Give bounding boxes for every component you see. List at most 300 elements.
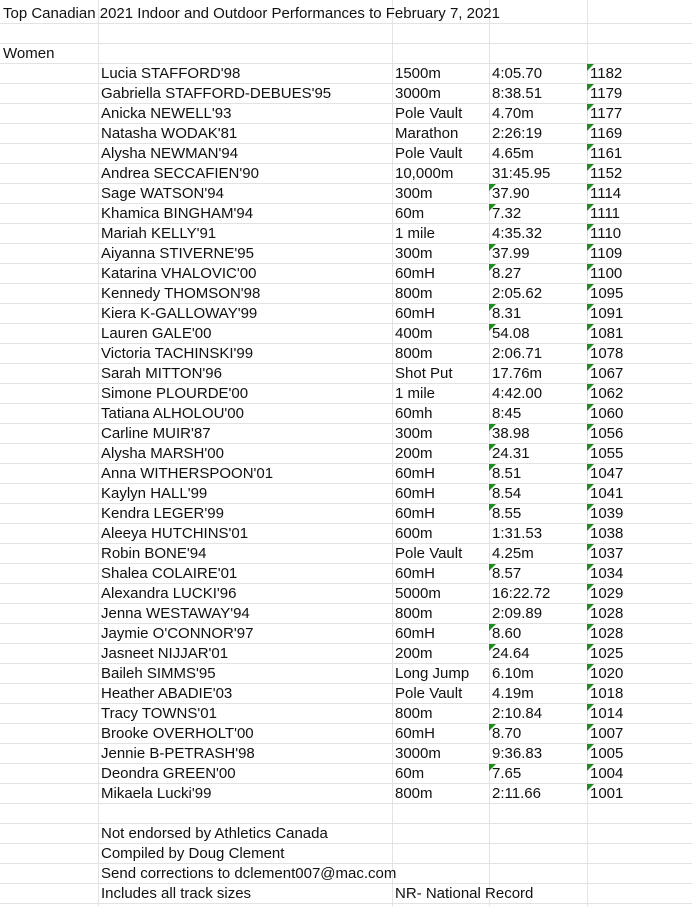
athlete-event-text: 800m — [395, 285, 433, 302]
athlete-event[interactable] — [392, 764, 424, 784]
athlete-name[interactable] — [98, 384, 248, 404]
cell-flag-icon — [587, 424, 594, 431]
athlete-mark[interactable] — [489, 564, 521, 584]
athlete-points[interactable] — [587, 664, 623, 684]
table-row — [0, 644, 692, 664]
table-row — [0, 704, 692, 724]
athlete-name[interactable] — [98, 144, 238, 164]
athlete-points[interactable] — [587, 624, 623, 644]
athlete-event[interactable] — [392, 344, 433, 364]
athlete-mark[interactable] — [489, 184, 530, 204]
athlete-points-text: 1182 — [590, 65, 623, 82]
athlete-mark-text: 16:22.72 — [492, 585, 551, 602]
athlete-points[interactable] — [587, 404, 623, 424]
athlete-name[interactable] — [98, 84, 331, 104]
athlete-mark-text: 8.55 — [492, 505, 522, 522]
athlete-mark[interactable] — [489, 664, 534, 684]
athlete-name-text: Anicka NEWELL'93 — [101, 105, 232, 122]
athlete-mark[interactable] — [489, 464, 521, 484]
athlete-points[interactable] — [587, 204, 620, 224]
table-row — [0, 264, 692, 284]
athlete-name[interactable] — [98, 624, 253, 644]
athlete-name[interactable] — [98, 664, 216, 684]
athlete-event-text: 3000m — [395, 85, 441, 102]
athlete-points[interactable] — [587, 424, 623, 444]
athlete-name-text: Lucia STAFFORD'98 — [101, 65, 241, 82]
athlete-points-text: 1060 — [590, 405, 624, 422]
athlete-name-text: Natasha WODAK'81 — [101, 125, 238, 142]
athlete-mark-text: 24.31 — [492, 445, 530, 462]
athlete-name[interactable] — [98, 284, 260, 304]
athlete-event[interactable] — [392, 304, 435, 324]
athlete-event-text: 3000m — [395, 745, 441, 762]
athlete-name-text: Khamica BINGHAM'94 — [101, 205, 254, 222]
athlete-event[interactable] — [392, 84, 441, 104]
athlete-mark[interactable] — [489, 324, 530, 344]
athlete-points[interactable] — [587, 344, 623, 364]
athlete-points-text: 1041 — [590, 485, 624, 502]
cell-flag-icon — [489, 724, 496, 731]
athlete-points[interactable] — [587, 784, 623, 804]
athlete-mark-text: 4:42.00 — [492, 385, 543, 402]
athlete-event[interactable] — [392, 384, 435, 404]
cell-flag-icon — [489, 204, 496, 211]
footer-row — [0, 844, 692, 864]
athlete-event[interactable] — [392, 724, 435, 744]
athlete-name-text: Baileh SIMMS'95 — [101, 665, 216, 682]
athlete-name-text: Victoria TACHINSKI'99 — [101, 345, 254, 362]
athlete-name-text: Sarah MITTON'96 — [101, 365, 222, 382]
athlete-points[interactable] — [587, 444, 623, 464]
athlete-name[interactable] — [98, 584, 236, 604]
athlete-event[interactable] — [392, 684, 462, 704]
athlete-event[interactable] — [392, 104, 462, 124]
athlete-mark[interactable] — [489, 724, 521, 744]
athlete-name[interactable] — [98, 544, 206, 564]
athlete-name[interactable] — [98, 364, 222, 384]
athlete-event[interactable] — [392, 484, 435, 504]
athlete-points[interactable] — [587, 704, 623, 724]
athlete-event[interactable] — [392, 644, 433, 664]
athlete-points-text: 1169 — [590, 125, 623, 142]
athlete-points[interactable] — [587, 384, 623, 404]
section-label[interactable]: Women — [3, 45, 55, 62]
athlete-event[interactable] — [392, 184, 433, 204]
athlete-event[interactable] — [392, 244, 433, 264]
athlete-mark-text: 2:10.84 — [492, 705, 543, 722]
athlete-name-text: Alysha MARSH'00 — [101, 445, 224, 462]
athlete-mark-text: 4.65m — [492, 145, 534, 162]
athlete-event[interactable] — [392, 204, 424, 224]
table-row — [0, 124, 692, 144]
athlete-mark[interactable] — [489, 284, 542, 304]
athlete-event[interactable] — [392, 584, 441, 604]
footer-note[interactable]: Not endorsed by Athletics Canada — [101, 825, 328, 842]
athlete-points[interactable] — [587, 524, 623, 544]
athlete-points[interactable] — [587, 684, 623, 704]
cell-flag-icon — [587, 764, 594, 771]
athlete-event[interactable] — [392, 704, 433, 724]
athlete-mark-text: 8.27 — [492, 265, 522, 282]
athlete-mark[interactable] — [489, 204, 521, 224]
athlete-name[interactable] — [98, 444, 224, 464]
athlete-event[interactable] — [392, 524, 433, 544]
athlete-name-text: Deondra GREEN'00 — [101, 765, 236, 782]
athlete-mark[interactable] — [489, 744, 542, 764]
athlete-name[interactable] — [98, 464, 273, 484]
athlete-event[interactable] — [392, 504, 435, 524]
athlete-name-text: Kennedy THOMSON'98 — [101, 285, 261, 302]
table-row — [0, 364, 692, 384]
athlete-event[interactable] — [392, 124, 458, 144]
athlete-mark[interactable] — [489, 344, 542, 364]
athlete-name-text: Anna WITHERSPOON'01 — [101, 465, 274, 482]
athlete-event-text: 60mH — [395, 265, 436, 282]
athlete-event[interactable] — [392, 324, 433, 344]
athlete-name-text: Alexandra LUCKI'96 — [101, 585, 237, 602]
athlete-event[interactable] — [392, 624, 435, 644]
table-row — [0, 744, 692, 764]
athlete-event-text: 800m — [395, 705, 433, 722]
athlete-event[interactable] — [392, 564, 435, 584]
athlete-points[interactable] — [587, 64, 622, 84]
athlete-mark-text: 54.08 — [492, 325, 530, 342]
athlete-name[interactable] — [98, 104, 231, 124]
athlete-mark[interactable] — [489, 684, 534, 704]
athlete-mark[interactable] — [489, 404, 521, 424]
athlete-mark[interactable] — [489, 64, 542, 84]
athlete-points[interactable] — [587, 564, 623, 584]
athlete-points[interactable] — [587, 144, 622, 164]
athlete-name-text: Brooke OVERHOLT'00 — [101, 725, 254, 742]
athlete-mark[interactable] — [489, 144, 534, 164]
cell-flag-icon — [489, 564, 496, 571]
athlete-points[interactable] — [587, 264, 622, 284]
cell-flag-icon — [587, 624, 594, 631]
athlete-mark[interactable] — [489, 544, 534, 564]
athlete-name[interactable] — [98, 564, 237, 584]
athlete-mark[interactable] — [489, 784, 541, 804]
athlete-name[interactable] — [98, 764, 236, 784]
cell-flag-icon — [489, 264, 496, 271]
athlete-mark[interactable] — [489, 644, 530, 664]
athlete-mark[interactable] — [489, 584, 550, 604]
athlete-mark-text: 37.90 — [492, 185, 530, 202]
table-row — [0, 324, 692, 344]
athlete-name[interactable] — [98, 704, 217, 724]
athlete-mark-text: 17.76m — [492, 365, 543, 382]
cell-flag-icon — [587, 664, 594, 671]
athlete-points[interactable] — [587, 744, 623, 764]
athlete-event-text: 300m — [395, 425, 433, 442]
athlete-mark-text: 7.65 — [492, 765, 522, 782]
athlete-points-text: 1037 — [590, 545, 624, 562]
athlete-points[interactable] — [587, 164, 622, 184]
athlete-event[interactable] — [392, 444, 433, 464]
athlete-name[interactable] — [98, 604, 250, 624]
athlete-points-text: 1020 — [590, 665, 624, 682]
athlete-name[interactable] — [98, 324, 211, 344]
athlete-points[interactable] — [587, 604, 623, 624]
athlete-event-text: 5000m — [395, 585, 441, 602]
athlete-name[interactable] — [98, 224, 216, 244]
athlete-points-text: 1018 — [590, 685, 624, 702]
athlete-mark[interactable] — [489, 364, 542, 384]
athlete-mark-text: 9:36.83 — [492, 745, 543, 762]
athlete-name[interactable] — [98, 304, 257, 324]
athlete-event-text: 60mH — [395, 305, 436, 322]
athlete-mark-text: 4.19m — [492, 685, 534, 702]
athlete-mark[interactable] — [489, 704, 542, 724]
athlete-mark-text: 8.70 — [492, 725, 522, 742]
athlete-points[interactable] — [587, 584, 623, 604]
cell-flag-icon — [587, 164, 594, 171]
footer-note[interactable]: Compiled by Doug Clement — [101, 845, 285, 862]
athlete-name-text: Heather ABADIE'03 — [101, 685, 233, 702]
athlete-name-text: Mariah KELLY'91 — [101, 225, 217, 242]
cell-flag-icon — [489, 624, 496, 631]
footer-note[interactable]: Send corrections to dclement007@mac.com — [101, 865, 397, 882]
athlete-points[interactable] — [587, 84, 622, 104]
athlete-event-text: 60mH — [395, 505, 436, 522]
cell-flag-icon — [587, 244, 594, 251]
athlete-event-text: 60mH — [395, 485, 436, 502]
athlete-event[interactable] — [392, 284, 433, 304]
athlete-name-text: Kendra LEGER'99 — [101, 505, 224, 522]
athlete-name[interactable] — [98, 724, 254, 744]
cell-flag-icon — [587, 124, 594, 131]
athlete-mark-text: 38.98 — [492, 425, 530, 442]
athlete-event-text: 300m — [395, 245, 433, 262]
table-row — [0, 664, 692, 684]
table-row — [0, 104, 692, 124]
athlete-event-text: 60mH — [395, 465, 436, 482]
athlete-mark[interactable] — [489, 244, 530, 264]
athlete-event[interactable] — [392, 464, 435, 484]
athlete-mark[interactable] — [489, 524, 542, 544]
athlete-points[interactable] — [587, 544, 623, 564]
athlete-mark[interactable] — [489, 164, 550, 184]
athlete-event[interactable] — [392, 364, 453, 384]
athlete-name-text: Simone PLOURDE'00 — [101, 385, 249, 402]
athlete-name-text: Carline MUIR'87 — [101, 425, 211, 442]
athlete-event[interactable] — [392, 664, 469, 684]
cell-flag-icon — [489, 444, 496, 451]
athlete-points[interactable] — [587, 484, 623, 504]
page-title[interactable]: Top Canadian 2021 Indoor and Outdoor Performances to February 7, 2021 — [3, 5, 500, 22]
cell-flag-icon — [489, 464, 496, 471]
athlete-points[interactable] — [587, 364, 623, 384]
athlete-points-text: 1001 — [590, 785, 624, 802]
athlete-event-text: 800m — [395, 785, 433, 802]
table-row — [0, 444, 692, 464]
athlete-mark[interactable] — [489, 444, 530, 464]
athlete-points[interactable] — [587, 504, 623, 524]
athlete-name-text: Jasneet NIJJAR'01 — [101, 645, 229, 662]
cell-flag-icon — [587, 464, 594, 471]
athlete-name[interactable] — [98, 244, 254, 264]
athlete-event[interactable] — [392, 604, 433, 624]
athlete-mark[interactable] — [489, 504, 521, 524]
athlete-name[interactable] — [98, 504, 224, 524]
athlete-points-text: 1055 — [590, 445, 624, 462]
athlete-mark-text: 2:26:19 — [492, 125, 543, 142]
table-row — [0, 524, 692, 544]
athlete-mark-text: 4.70m — [492, 105, 534, 122]
athlete-points[interactable] — [587, 644, 623, 664]
athlete-points[interactable] — [587, 184, 621, 204]
cell-flag-icon — [587, 144, 594, 151]
athlete-name[interactable] — [98, 64, 240, 84]
athlete-mark-text: 6.10m — [492, 665, 534, 682]
athlete-name[interactable] — [98, 204, 253, 224]
athlete-mark-text: 8.31 — [492, 305, 522, 322]
athlete-event-text: 800m — [395, 345, 433, 362]
cell-flag-icon — [489, 184, 496, 191]
athlete-name[interactable] — [98, 484, 207, 504]
table-row — [0, 584, 692, 604]
athlete-points[interactable] — [587, 224, 621, 244]
table-row — [0, 564, 692, 584]
athlete-event[interactable] — [392, 404, 433, 424]
athlete-mark[interactable] — [489, 604, 542, 624]
cell-flag-icon — [587, 404, 594, 411]
athlete-name-text: Kaylyn HALL'99 — [101, 485, 208, 502]
athlete-event-text: 400m — [395, 325, 433, 342]
athlete-name[interactable] — [98, 164, 259, 184]
cell-flag-icon — [489, 484, 496, 491]
athlete-name[interactable] — [98, 124, 237, 144]
footer-row — [0, 884, 692, 904]
athlete-points[interactable] — [587, 324, 623, 344]
athlete-points[interactable] — [587, 464, 623, 484]
athlete-name-text: Tracy TOWNS'01 — [101, 705, 217, 722]
athlete-points-text: 1014 — [590, 705, 624, 722]
athlete-event[interactable] — [392, 264, 435, 284]
athlete-mark-text: 4.25m — [492, 545, 534, 562]
athlete-name-text: Tatiana ALHOLOU'00 — [101, 405, 244, 422]
athlete-points[interactable] — [587, 304, 623, 324]
footer-note-extra[interactable]: NR- National Record — [395, 885, 534, 902]
athlete-points[interactable] — [587, 724, 623, 744]
table-row — [0, 284, 692, 304]
athlete-event[interactable] — [392, 784, 433, 804]
athlete-event[interactable] — [392, 424, 433, 444]
athlete-mark[interactable] — [489, 384, 542, 404]
athlete-event-text: Pole Vault — [395, 105, 463, 122]
athlete-points-text: 1179 — [590, 85, 623, 102]
athlete-name-text: Katarina VHALOVIC'00 — [101, 265, 257, 282]
athlete-mark[interactable] — [489, 264, 521, 284]
athlete-mark-text: 2:05.62 — [492, 285, 543, 302]
athlete-points-text: 1152 — [590, 165, 623, 182]
athlete-points-text: 1034 — [590, 565, 624, 582]
athlete-points-text: 1028 — [590, 605, 624, 622]
athlete-event[interactable] — [392, 144, 462, 164]
athlete-event-text: 60mH — [395, 565, 436, 582]
athlete-name[interactable] — [98, 784, 211, 804]
athlete-mark[interactable] — [489, 124, 542, 144]
cell-flag-icon — [587, 324, 594, 331]
athlete-points[interactable] — [587, 124, 622, 144]
athlete-event-text: 60mH — [395, 725, 436, 742]
cell-flag-icon — [587, 64, 594, 71]
table-row — [0, 624, 692, 644]
athlete-mark[interactable] — [489, 424, 530, 444]
athlete-name[interactable] — [98, 424, 211, 444]
athlete-mark[interactable] — [489, 484, 521, 504]
athlete-event[interactable] — [392, 224, 435, 244]
athlete-points-text: 1029 — [590, 585, 624, 602]
athlete-mark[interactable] — [489, 84, 542, 104]
athlete-points-text: 1095 — [590, 285, 624, 302]
table-row — [0, 204, 692, 224]
athlete-mark-text: 8.57 — [492, 565, 522, 582]
cell-flag-icon — [587, 584, 594, 591]
athlete-points[interactable] — [587, 284, 623, 304]
athlete-points[interactable] — [587, 104, 622, 124]
athlete-event[interactable] — [392, 64, 441, 84]
cell-flag-icon — [587, 544, 594, 551]
athlete-name[interactable] — [98, 344, 253, 364]
athlete-mark[interactable] — [489, 104, 534, 124]
athlete-points[interactable] — [587, 764, 623, 784]
athlete-name[interactable] — [98, 744, 255, 764]
athlete-event-text: 800m — [395, 605, 433, 622]
athlete-points-text: 1114 — [590, 185, 622, 202]
athlete-event[interactable] — [392, 544, 462, 564]
athlete-event-text: Long Jump — [395, 665, 470, 682]
athlete-mark[interactable] — [489, 224, 542, 244]
athlete-mark[interactable] — [489, 764, 521, 784]
athlete-event[interactable] — [392, 164, 453, 184]
footer-row — [0, 864, 692, 884]
athlete-points-text: 1038 — [590, 525, 624, 542]
athlete-event-text: Pole Vault — [395, 685, 463, 702]
athlete-name-text: Mikaela Lucki'99 — [101, 785, 212, 802]
table-row — [0, 144, 692, 164]
athlete-name[interactable] — [98, 404, 244, 424]
athlete-mark-text: 7.32 — [492, 205, 522, 222]
cell-flag-icon — [587, 224, 594, 231]
table-row — [0, 404, 692, 424]
table-row — [0, 344, 692, 364]
athlete-mark-text: 4:05.70 — [492, 65, 543, 82]
cell-flag-icon — [587, 444, 594, 451]
athlete-name[interactable] — [98, 184, 224, 204]
cell-flag-icon — [489, 644, 496, 651]
athlete-event-text: 200m — [395, 445, 433, 462]
athlete-name[interactable] — [98, 644, 228, 664]
cell-flag-icon — [489, 324, 496, 331]
athlete-name[interactable] — [98, 684, 232, 704]
athlete-points[interactable] — [587, 244, 622, 264]
athlete-name[interactable] — [98, 524, 248, 544]
athlete-mark-text: 2:06.71 — [492, 345, 543, 362]
athlete-mark[interactable] — [489, 624, 521, 644]
athlete-points-text: 1025 — [590, 645, 624, 662]
athlete-name[interactable] — [98, 264, 256, 284]
athlete-event[interactable] — [392, 744, 441, 764]
athlete-mark-text: 2:09.89 — [492, 605, 543, 622]
footer-note[interactable]: Includes all track sizes — [101, 885, 252, 902]
athlete-mark[interactable] — [489, 304, 521, 324]
athlete-name-text: Alysha NEWMAN'94 — [101, 145, 239, 162]
table-row — [0, 304, 692, 324]
table-row — [0, 544, 692, 564]
cell-flag-icon — [587, 184, 594, 191]
athlete-points-text: 1161 — [590, 145, 623, 162]
